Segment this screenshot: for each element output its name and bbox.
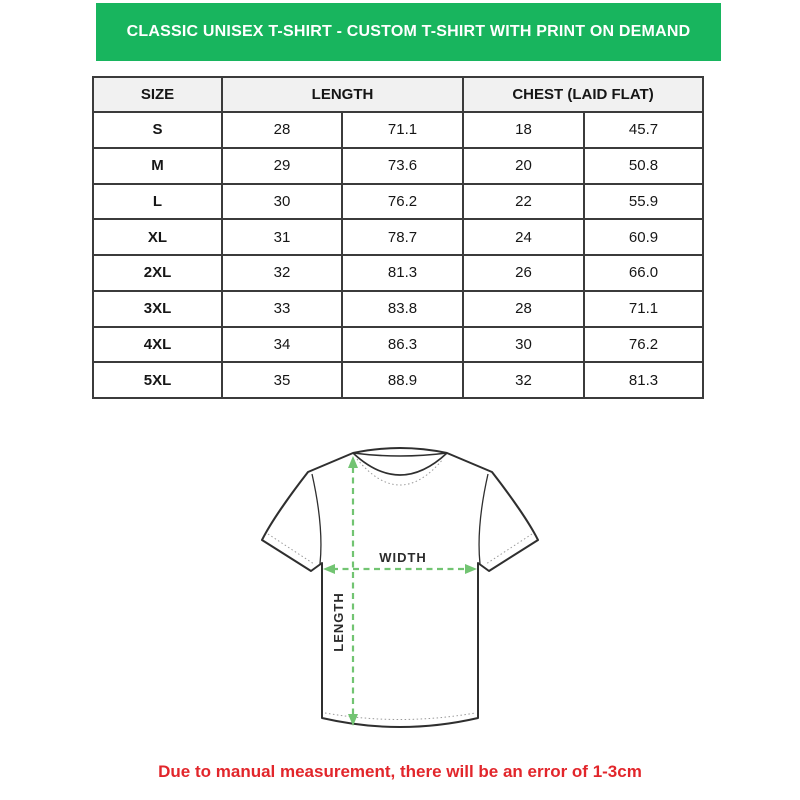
title-banner bbox=[96, 3, 721, 61]
table-row bbox=[93, 184, 703, 220]
chest-cm-cell: 50.8 bbox=[584, 148, 703, 184]
size-table bbox=[92, 76, 704, 399]
chest-in-cell: 26 bbox=[463, 255, 584, 291]
chest-cm-cell: 81.3 bbox=[584, 362, 703, 398]
chest-cm-cell: 55.9 bbox=[584, 184, 703, 220]
length-in-cell: 35 bbox=[222, 362, 342, 398]
table-row bbox=[93, 148, 703, 184]
tshirt-diagram-svg bbox=[240, 430, 560, 750]
size-cell: L bbox=[93, 184, 222, 220]
length-cm-cell: 86.3 bbox=[342, 327, 463, 363]
chest-in-cell: 18 bbox=[463, 112, 584, 148]
header-chest: CHEST (LAID FLAT) bbox=[463, 77, 703, 112]
width-label: WIDTH bbox=[379, 550, 427, 565]
table-row bbox=[93, 112, 703, 148]
size-cell: 3XL bbox=[93, 291, 222, 327]
length-in-cell: 32 bbox=[222, 255, 342, 291]
length-in-cell: 29 bbox=[222, 148, 342, 184]
chest-in-cell: 20 bbox=[463, 148, 584, 184]
length-in-cell: 30 bbox=[222, 184, 342, 220]
tshirt-outline-icon bbox=[262, 448, 538, 727]
chest-cm-cell: 66.0 bbox=[584, 255, 703, 291]
length-in-cell: 28 bbox=[222, 112, 342, 148]
table-row bbox=[93, 362, 703, 398]
size-cell: S bbox=[93, 112, 222, 148]
length-in-cell: 34 bbox=[222, 327, 342, 363]
length-cm-cell: 81.3 bbox=[342, 255, 463, 291]
size-cell: 4XL bbox=[93, 327, 222, 363]
length-cm-cell: 71.1 bbox=[342, 112, 463, 148]
chest-cm-cell: 45.7 bbox=[584, 112, 703, 148]
chest-in-cell: 24 bbox=[463, 219, 584, 255]
length-in-cell: 31 bbox=[222, 219, 342, 255]
chest-cm-cell: 76.2 bbox=[584, 327, 703, 363]
length-cm-cell: 78.7 bbox=[342, 219, 463, 255]
table-row bbox=[93, 219, 703, 255]
length-cm-cell: 76.2 bbox=[342, 184, 463, 220]
chest-cm-cell: 60.9 bbox=[584, 219, 703, 255]
length-in-cell: 33 bbox=[222, 291, 342, 327]
header-length: LENGTH bbox=[222, 77, 463, 112]
chest-in-cell: 32 bbox=[463, 362, 584, 398]
length-cm-cell: 83.8 bbox=[342, 291, 463, 327]
length-cm-cell: 88.9 bbox=[342, 362, 463, 398]
header-size: SIZE bbox=[93, 77, 222, 112]
chest-in-cell: 22 bbox=[463, 184, 584, 220]
table-row bbox=[93, 327, 703, 363]
page-title: CLASSIC UNISEX T-SHIRT - CUSTOM T-SHIRT WITH PRINT ON DEMAND bbox=[126, 23, 691, 40]
size-table-container bbox=[92, 76, 702, 399]
table-row bbox=[93, 255, 703, 291]
size-cell: 5XL bbox=[93, 362, 222, 398]
chest-cm-cell: 71.1 bbox=[584, 291, 703, 327]
table-header-row bbox=[93, 77, 703, 112]
chest-in-cell: 28 bbox=[463, 291, 584, 327]
size-cell: XL bbox=[93, 219, 222, 255]
chest-in-cell: 30 bbox=[463, 327, 584, 363]
tshirt-measurement-diagram bbox=[240, 430, 560, 750]
length-label: LENGTH bbox=[331, 592, 346, 652]
size-cell: 2XL bbox=[93, 255, 222, 291]
table-row bbox=[93, 291, 703, 327]
measurement-error-note: Due to manual measurement, there will be an error of 1-3cm bbox=[158, 762, 642, 781]
length-cm-cell: 73.6 bbox=[342, 148, 463, 184]
size-cell: M bbox=[93, 148, 222, 184]
